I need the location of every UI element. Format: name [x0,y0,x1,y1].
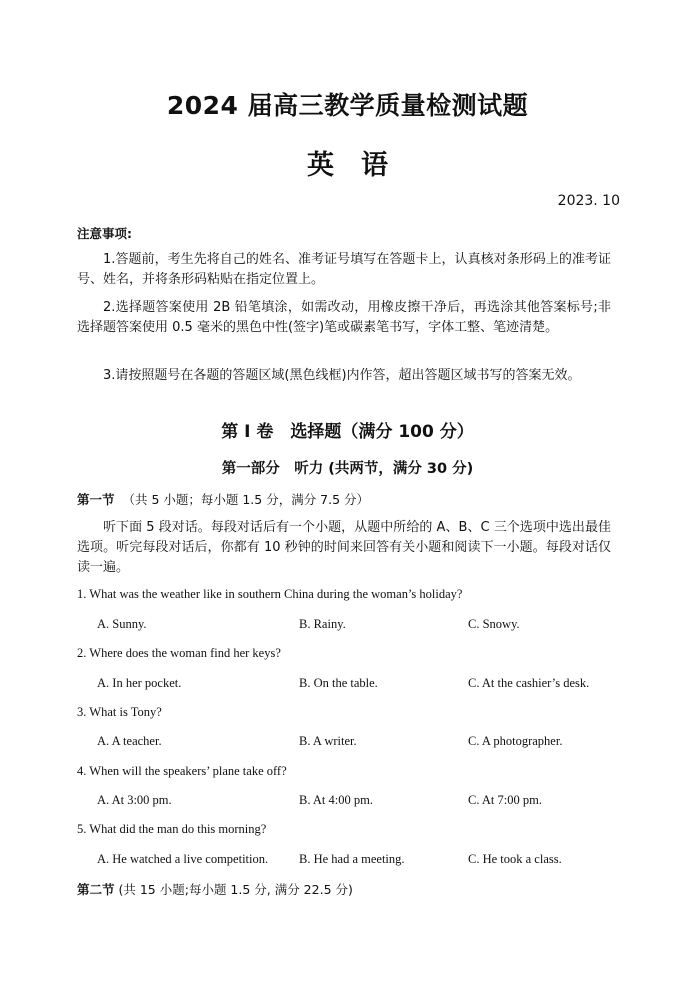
q2-option-c: C. At the cashier’s desk. [468,676,590,690]
subsection-2-info: (共 15 小题;每小题 1.5 分, 满分 22.5 分) [118,882,353,897]
notice-item-1: 1.答题前，考生先将自己的姓名、准考证号填写在答题卡上，认真核对条形码上的准考证号、姓名，并将条形码粘贴在指定位置上。 [77,252,611,287]
question-4: 4. When will the speakers’ plane take off? [77,764,287,778]
q5-option-c: C. He took a class. [468,852,562,866]
q5-option-b: B. He had a meeting. [299,852,405,866]
q3-option-a: A. A teacher. [97,734,162,748]
q4-option-a: A. At 3:00 pm. [97,793,172,807]
q3-option-b: B. A writer. [299,734,357,748]
q5-option-a: A. He watched a live competition. [97,852,269,866]
q2-option-b: B. On the table. [299,676,378,690]
notice-item-2: 2.选择题答案使用 2B 铅笔填涂，如需改动，用橡皮擦干净后，再选涂其他答案标号;非选择题答案使用 0.5 毫米的黑色中性(签字)笔或碳素笔书写，字体工整、笔迹清楚。 [77,300,611,335]
section-title: 第 Ⅰ 卷 选择题（满分 100 分） [221,422,474,442]
question-3: 3. What is Tony? [77,705,162,719]
subsection-2-label: 第二节 [77,882,115,897]
subsection-1-heading [77,490,369,508]
subsection-2-heading [77,880,353,898]
question-5: 5. What did the man do this morning? [77,822,267,836]
question-2: 2. Where does the woman find her keys? [77,646,281,660]
subsection-1-label: 第一节 [77,492,115,507]
q1-option-b: B. Rainy. [299,617,346,631]
subsection-1-info: （共 5 小题；每小题 1.5 分，满分 7.5 分） [122,492,370,507]
exam-title: 2024 届高三教学质量检测试题 [166,91,529,120]
q2-option-a: A. In her pocket. [97,676,182,690]
q4-option-c: C. At 7:00 pm. [468,793,542,807]
subject-title: 英 语 [307,150,388,181]
q3-option-c: C. A photographer. [468,734,563,748]
part-title: 第一部分 听力 (共两节，满分 30 分) [221,461,474,477]
q4-option-b: B. At 4:00 pm. [299,793,373,807]
question-1: 1. What was the weather like in southern China during the woman’s holiday? [77,587,463,601]
exam-date: 2023. 10 [557,193,620,209]
notice-heading: 注意事项: [77,226,132,241]
notice-item-3: 3.请按照题号在各题的答题区域(黑色线框)内作答，超出答题区域书写的答案无效。 [103,368,581,383]
listening-instructions: 听下面 5 段对话。每段对话后有一个小题，从题中所给的 A、B、C 三个选项中选出最佳选项。听完每段对话后，你都有 10 秒钟的时间来回答有关小题和阅读下一小题。每段对话仅读一遍。 [77,520,611,575]
q1-option-a: A. Sunny. [97,617,147,631]
q1-option-c: C. Snowy. [468,617,520,631]
